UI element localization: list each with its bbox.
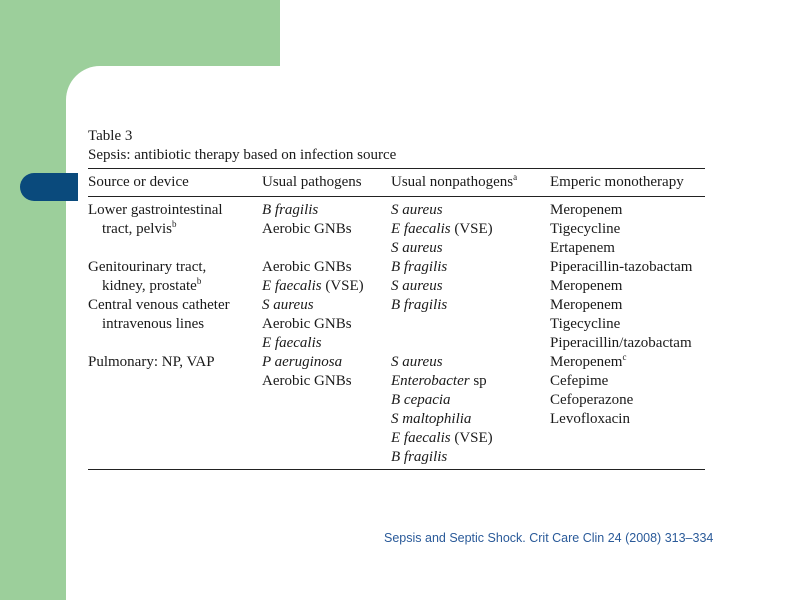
source-text: intravenous lines <box>102 316 205 332</box>
therapy-cell <box>550 391 692 410</box>
nonpathogen-cell <box>391 334 493 353</box>
organism-detail: Aerobic GNBs <box>262 373 352 389</box>
source-text: tract, pelvis <box>102 221 172 237</box>
organism-name: B fragilis <box>391 259 448 275</box>
nonpathogen-cell <box>391 315 493 334</box>
accent-bar <box>20 173 78 201</box>
source-text: Central venous catheter <box>88 297 230 313</box>
organism-detail: Aerobic GNBs <box>262 259 352 275</box>
source-cell <box>88 315 230 334</box>
therapy-text: Meropenem <box>550 354 623 370</box>
table-title: Sepsis: antibiotic therapy based on infection source <box>88 147 397 163</box>
source-cell <box>88 296 230 315</box>
therapy-cell <box>550 372 692 391</box>
organism-name: E faecalis <box>391 430 451 446</box>
organism-name: E faecalis <box>391 221 451 237</box>
pathogen-cell <box>262 258 364 277</box>
organism-name: Enterobacter <box>391 373 470 389</box>
therapy-text: Cefepime <box>550 373 609 389</box>
column-monotherapy <box>550 201 692 429</box>
source-cell <box>88 220 230 239</box>
footnote-marker: b <box>196 276 202 286</box>
footnote-marker: c <box>622 352 627 362</box>
header-source: Source or device <box>88 174 189 190</box>
source-cell <box>88 239 230 258</box>
therapy-text: Meropenem <box>550 202 623 218</box>
source-cell <box>88 277 230 296</box>
nonpathogen-cell <box>391 296 493 315</box>
therapy-cell <box>550 410 692 429</box>
nonpathogen-cell <box>391 353 493 372</box>
organism-detail: (VSE) <box>450 430 493 446</box>
therapy-text: Cefoperazone <box>550 392 634 408</box>
therapy-cell <box>550 239 692 258</box>
table-rule-header <box>88 196 705 197</box>
nonpathogen-cell <box>391 448 493 467</box>
therapy-cell <box>550 296 692 315</box>
organism-name: S aureus <box>391 240 443 256</box>
citation: Sepsis and Septic Shock. Crit Care Clin 24 (2008) 313–334 <box>384 531 714 545</box>
organism-name: S maltophilia <box>391 411 472 427</box>
organism-detail: (VSE) <box>450 221 493 237</box>
header-pathogens: Usual pathogens <box>262 174 362 190</box>
pathogen-cell <box>262 334 364 353</box>
slide-background-top <box>280 0 800 66</box>
organism-name: S aureus <box>391 354 443 370</box>
column-source <box>88 201 230 372</box>
pathogen-cell <box>262 277 364 296</box>
therapy-text: Meropenem <box>550 278 623 294</box>
table-label: Table 3 <box>88 128 133 144</box>
column-nonpathogens <box>391 201 493 467</box>
organism-name: P aeruginosa <box>262 354 343 370</box>
source-cell <box>88 334 230 353</box>
nonpathogen-cell <box>391 277 493 296</box>
therapy-cell <box>550 334 692 353</box>
therapy-text: Ertapenem <box>550 240 615 256</box>
nonpathogen-cell <box>391 239 493 258</box>
therapy-text: Piperacillin-tazobactam <box>550 259 693 275</box>
header-monotherapy: Emperic monotherapy <box>550 174 684 190</box>
therapy-text: Tigecycline <box>550 316 621 332</box>
pathogen-cell <box>262 296 364 315</box>
nonpathogen-cell <box>391 391 493 410</box>
pathogen-cell <box>262 201 364 220</box>
organism-detail: Aerobic GNBs <box>262 316 352 332</box>
therapy-text: Levofloxacin <box>550 411 630 427</box>
organism-name: B fragilis <box>391 297 448 313</box>
organism-name: S aureus <box>262 297 314 313</box>
organism-detail: Aerobic GNBs <box>262 221 352 237</box>
nonpathogen-cell <box>391 201 493 220</box>
source-text: kidney, prostate <box>102 278 197 294</box>
source-text: Lower gastrointestinal <box>88 202 223 218</box>
pathogen-cell <box>262 315 364 334</box>
column-pathogens <box>262 201 364 391</box>
source-cell <box>88 258 230 277</box>
nonpathogen-cell <box>391 258 493 277</box>
organism-name: B fragilis <box>262 202 319 218</box>
organism-name: S aureus <box>391 278 443 294</box>
therapy-cell <box>550 201 692 220</box>
organism-detail: (VSE) <box>321 278 364 294</box>
organism-name: B cepacia <box>391 392 451 408</box>
therapy-text: Tigecycline <box>550 221 621 237</box>
pathogen-cell <box>262 353 364 372</box>
therapy-text: Piperacillin/tazobactam <box>550 335 692 351</box>
nonpathogen-cell <box>391 372 493 391</box>
footnote-marker: b <box>171 219 177 229</box>
table-rule-top <box>88 168 705 169</box>
source-cell <box>88 201 230 220</box>
therapy-cell <box>550 258 692 277</box>
pathogen-cell <box>262 239 364 258</box>
therapy-cell <box>550 315 692 334</box>
nonpathogen-cell <box>391 429 493 448</box>
organism-detail: sp <box>469 373 487 389</box>
table-caption <box>88 127 396 165</box>
header-footnote-marker: a <box>513 172 518 182</box>
source-text: Pulmonary: NP, VAP <box>88 354 215 370</box>
therapy-text: Meropenem <box>550 297 623 313</box>
pathogen-cell <box>262 372 364 391</box>
therapy-cell <box>550 277 692 296</box>
organism-name: B fragilis <box>391 449 448 465</box>
source-cell <box>88 353 230 372</box>
therapy-cell <box>550 353 692 372</box>
organism-name: E faecalis <box>262 278 322 294</box>
nonpathogen-cell <box>391 410 493 429</box>
organism-name: S aureus <box>391 202 443 218</box>
nonpathogen-cell <box>391 220 493 239</box>
therapy-cell <box>550 220 692 239</box>
pathogen-cell <box>262 220 364 239</box>
header-nonpathogens: Usual nonpathogens$^a$ <box>391 172 518 190</box>
source-text: Genitourinary tract, <box>88 259 207 275</box>
organism-name: E faecalis <box>262 335 322 351</box>
table-rule-bottom <box>88 469 705 470</box>
